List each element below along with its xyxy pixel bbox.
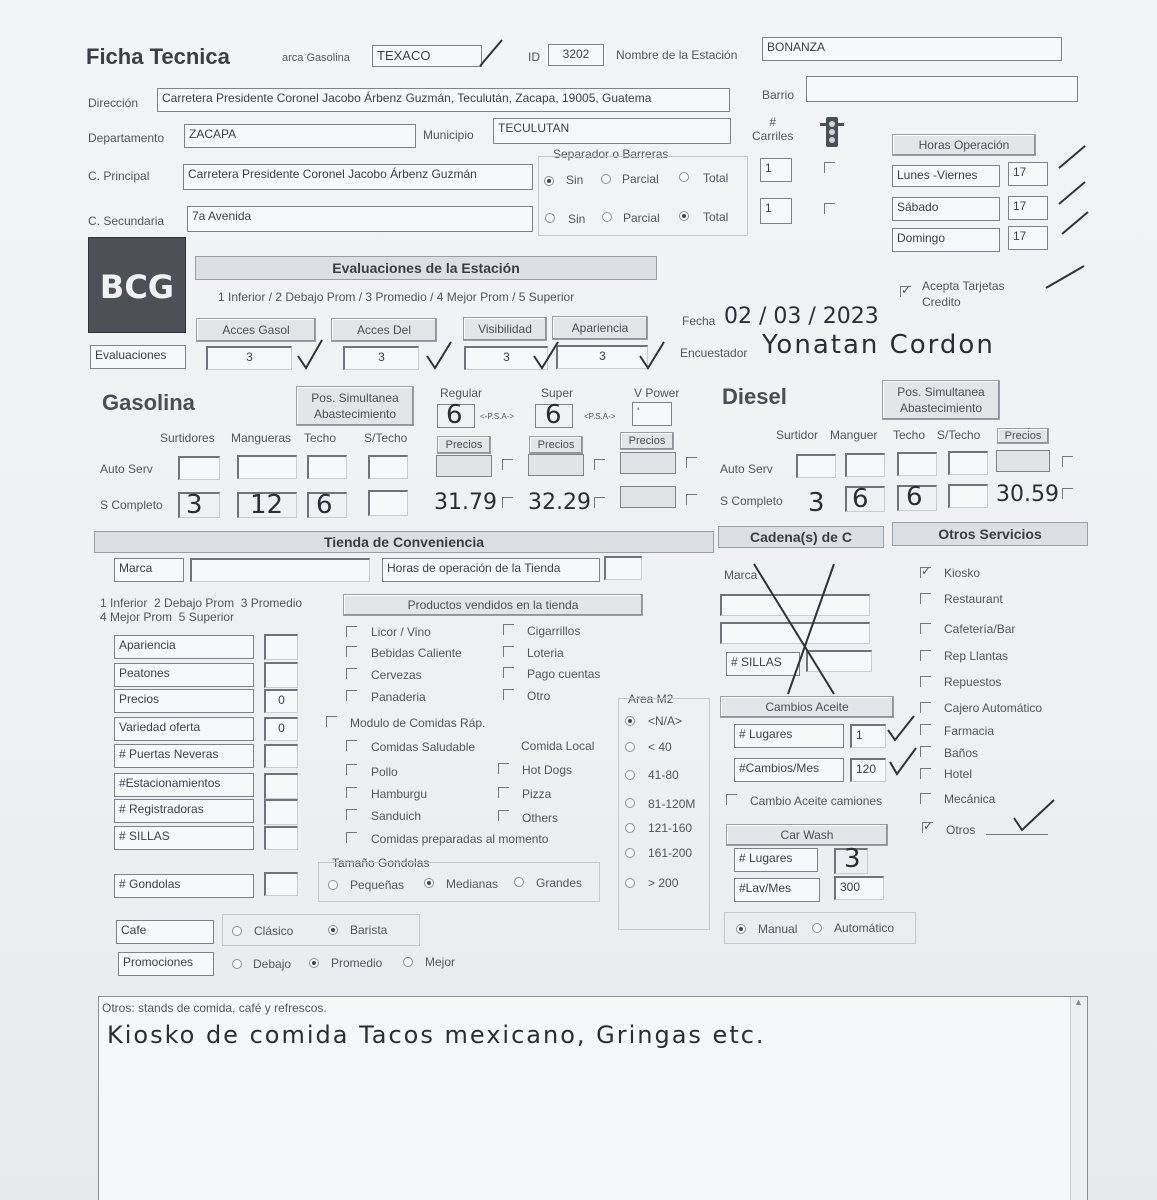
registradoras-field[interactable]	[264, 799, 298, 825]
secundaria-total-label: Total	[703, 210, 729, 224]
pago-cuentas-label: Pago cuentas	[527, 667, 601, 681]
precios-field[interactable]: 0	[264, 689, 298, 713]
regular-label: Regular	[440, 386, 483, 400]
sabado-field[interactable]: 17	[1008, 196, 1048, 220]
nombre-field[interactable]: BONANZA	[762, 37, 1062, 61]
c-principal-field[interactable]: Carretera Presidente Coronel Jacobo Árbenz Guzmán	[183, 164, 533, 190]
otros-servicios-header: Otros Servicios	[892, 522, 1088, 546]
comida-local-label: Comida Local	[521, 739, 595, 753]
sillas-label: # SILLAS	[114, 826, 254, 850]
cervezas-checkbox[interactable]	[346, 668, 357, 679]
loteria-checkbox[interactable]	[503, 646, 514, 657]
aceite-lugares-label: # Lugares	[734, 724, 844, 748]
repuestos-checkbox[interactable]	[920, 676, 931, 687]
principal-sin-label: Sin	[566, 173, 584, 187]
eval-acces-gasol-field[interactable]: 3	[206, 346, 292, 370]
departamento-label: Departamento	[88, 131, 165, 145]
notes-handwritten: Kiosko de comida Tacos mexicano, Gringas etc.	[107, 1021, 766, 1049]
lav-mes-field[interactable]: 300	[834, 876, 884, 900]
cadena-header: Cadena(s) de C	[718, 526, 884, 548]
others-label: Others	[522, 811, 559, 825]
encuestador-value[interactable]: Yonatan Cordon	[762, 330, 995, 360]
gas-completo-mangueras-value: 12	[250, 490, 284, 520]
area-40-radio[interactable]	[625, 742, 635, 752]
notes-scrollbar[interactable]	[1070, 997, 1087, 1200]
principal-total-label: Total	[703, 171, 729, 185]
gas-auto-precio-regular-field[interactable]	[436, 455, 492, 477]
area-200-label: 161-200	[648, 846, 693, 860]
mecanica-checkbox[interactable]	[920, 793, 931, 804]
id-field[interactable]: 3202	[548, 44, 604, 66]
apariencia-field[interactable]	[264, 634, 298, 660]
domingo-field[interactable]: 17	[1008, 226, 1048, 250]
gas-auto-s-techo-field[interactable]	[368, 455, 408, 479]
car-wash-button[interactable]: Car Wash	[726, 824, 888, 846]
cajero-label: Cajero Automático	[944, 701, 1043, 715]
pen-stroke-mark	[476, 36, 506, 70]
cigarrillos-label: Cigarrillos	[527, 624, 581, 638]
secundaria-total-radio[interactable]	[679, 211, 689, 221]
carriles-principal-field[interactable]: 1	[760, 158, 792, 182]
otro-label: Otro	[527, 689, 551, 703]
surtidores-col: Surtidores	[160, 431, 215, 445]
carwash-lugares-label: # Lugares	[734, 848, 818, 872]
debajo-label: Debajo	[253, 957, 292, 971]
tamano-gondolas-label: Tamaño Gondolas	[332, 856, 430, 870]
bebidas-label: Bebidas Caliente	[371, 646, 462, 660]
c-secundaria-label: C. Secundaria	[88, 214, 165, 228]
page-title: Ficha Tecnica	[86, 44, 230, 69]
gondolas-field[interactable]	[264, 872, 298, 896]
rep-llantas-label: Rep Llantas	[944, 649, 1009, 663]
gondolas-label: # Gondolas	[114, 874, 254, 898]
promedio-radio[interactable]	[309, 958, 319, 968]
sanduich-checkbox[interactable]	[346, 809, 357, 820]
diesel-completo-surtidor-value[interactable]: 3	[808, 488, 825, 518]
clasico-radio[interactable]	[232, 926, 242, 936]
gas-completo-vpower-checkbox[interactable]	[686, 494, 697, 505]
precios-label: Precios	[114, 689, 254, 713]
super-label: Super	[541, 386, 574, 400]
others-checkbox[interactable]	[498, 810, 509, 821]
tienda-marca-label: Marca	[114, 558, 184, 582]
panaderia-checkbox[interactable]	[346, 690, 357, 701]
lunes-label: Lunes -Viernes	[892, 165, 1000, 187]
regular-pos-value: 6	[446, 400, 463, 430]
bcg-logo-text: BCG	[99, 268, 175, 306]
domingo-label: Domingo	[892, 228, 1000, 252]
visibilidad-button[interactable]: Visibilidad	[463, 317, 547, 341]
area-40-label: < 40	[648, 740, 672, 754]
principal-total-radio[interactable]	[679, 172, 689, 182]
check-mark-icon	[888, 746, 918, 778]
variedad-oferta-label: Variedad oferta	[114, 717, 254, 741]
promociones-label: Promociones	[118, 952, 214, 976]
check-mark-icon	[1058, 206, 1094, 240]
super-pos-value: 6	[545, 400, 562, 430]
sillas-field[interactable]	[264, 826, 298, 850]
gas-auto-super-checkbox[interactable]	[594, 459, 605, 470]
barista-label: Barista	[350, 923, 388, 937]
rep-llantas-checkbox[interactable]	[920, 650, 931, 661]
area-na-radio[interactable]	[625, 716, 635, 726]
marca-field[interactable]: TEXACO	[372, 45, 482, 67]
acces-gasol-button[interactable]: Acces Gasol	[196, 318, 316, 342]
secundaria-parcial-label: Parcial	[623, 211, 660, 225]
grandes-radio[interactable]	[514, 877, 524, 887]
diesel-auto-techo-field[interactable]	[897, 452, 937, 476]
otros-label: Otros	[946, 823, 976, 837]
check-mark-icon	[296, 338, 324, 372]
area-gt200-radio[interactable]	[625, 878, 635, 888]
gas-completo-s-techo-field[interactable]	[368, 490, 408, 516]
evaluaciones-row-label: Evaluaciones	[90, 345, 186, 369]
gas-auto-serv-label: Auto Serv	[100, 462, 153, 476]
automatico-radio[interactable]	[812, 923, 822, 933]
semaforo-principal-checkbox[interactable]	[824, 162, 835, 173]
psa-label: <P.S.A->	[584, 412, 616, 421]
precios-vpower-button[interactable]: Precios	[620, 432, 674, 450]
diesel-completo-checkbox[interactable]	[1062, 488, 1073, 499]
apariencia-button[interactable]: Apariencia	[552, 316, 648, 340]
peatones-label: Peatones	[114, 663, 254, 687]
gas-precio-regular-value[interactable]: 31.79	[434, 490, 497, 515]
cambios-aceite-button[interactable]: Cambios Aceite	[720, 696, 894, 718]
area-120-label: 81-120M	[648, 797, 696, 811]
hot-dogs-label: Hot Dogs	[522, 763, 573, 777]
aceite-lugares-field[interactable]: 1	[850, 724, 886, 748]
area-120-radio[interactable]	[625, 798, 635, 808]
pollo-checkbox[interactable]	[346, 764, 357, 775]
acepta-tarjetas-checkbox[interactable]	[900, 286, 911, 297]
tienda-header: Tienda de Conveniencia	[94, 531, 714, 553]
horas-operacion-button[interactable]: Horas Operación	[892, 134, 1036, 156]
banos-checkbox[interactable]	[920, 746, 931, 757]
cafe-group	[222, 914, 420, 946]
cambios-mes-label: #Cambios/Mes	[734, 758, 844, 782]
marca-label: arca Gasolina	[282, 52, 350, 64]
gas-auto-precio-super-field[interactable]	[528, 454, 584, 476]
scroll-up-icon[interactable]: ▲	[1074, 997, 1083, 1007]
diesel-auto-manguer-field[interactable]	[845, 453, 885, 477]
diesel-pos-simultanea-button[interactable]: Pos. Simultanea Abastecimiento	[882, 380, 1000, 420]
productos-vendidos-button[interactable]: Productos vendidos en la tienda	[343, 594, 643, 616]
tienda-horas-label: Horas de operación de la Tienda	[382, 558, 600, 582]
diesel-surtidor-col: Surtidor	[776, 428, 819, 442]
promedio-label: Promedio	[331, 956, 383, 970]
eval-apariencia-field[interactable]: 3	[556, 345, 648, 369]
precios-super-button[interactable]: Precios	[529, 436, 583, 454]
cajero-checkbox[interactable]	[920, 702, 931, 713]
licor-checkbox[interactable]	[346, 626, 357, 637]
cigarrillos-checkbox[interactable]	[503, 624, 514, 635]
check-mark-icon	[1040, 262, 1088, 294]
diesel-auto-checkbox[interactable]	[1062, 456, 1073, 467]
lav-mes-label: #Lav/Mes	[734, 878, 820, 902]
registradoras-label: # Registradoras	[114, 799, 254, 823]
cafe-label: Cafe	[116, 920, 214, 944]
gas-auto-vpower-checkbox[interactable]	[686, 457, 697, 468]
diesel-title: Diesel	[722, 384, 787, 409]
pizza-label: Pizza	[522, 787, 552, 801]
cross-out-mark	[748, 560, 838, 700]
aceite-camiones-checkbox[interactable]	[726, 794, 737, 805]
tienda-marca-field[interactable]	[190, 558, 370, 582]
carriles-label: # Carriles	[752, 115, 794, 143]
area-200-radio[interactable]	[625, 848, 635, 858]
principal-parcial-radio[interactable]	[601, 174, 611, 184]
repuestos-label: Repuestos	[944, 675, 1002, 689]
area-80-label: 41-80	[648, 768, 679, 782]
mangueras-col: Mangueras	[231, 431, 292, 445]
acepta-tarjetas-label: Acepta Tarjetas Credito	[922, 279, 1005, 309]
diesel-completo-manguer-value: 6	[852, 484, 869, 514]
comidas-saludable-checkbox[interactable]	[346, 740, 357, 751]
secundaria-sin-label: Sin	[568, 212, 586, 226]
pizza-checkbox[interactable]	[498, 787, 509, 798]
gas-auto-regular-checkbox[interactable]	[502, 459, 513, 470]
pollo-label: Pollo	[371, 765, 398, 779]
s-techo-col: S/Techo	[364, 431, 408, 445]
cafeteria-checkbox[interactable]	[920, 623, 931, 634]
diesel-auto-surtidor-field[interactable]	[796, 454, 836, 478]
psa-label: <-P.S.A->	[480, 412, 515, 421]
encuestador-label: Encuestador	[680, 346, 748, 360]
hotel-label: Hotel	[944, 767, 973, 781]
fecha-value[interactable]: 02 / 03 / 2023	[724, 304, 879, 329]
bebidas-checkbox[interactable]	[346, 646, 357, 657]
vpower-label: V Power	[634, 386, 680, 400]
barista-radio[interactable]	[328, 925, 338, 935]
tienda-scale: 1 Inferior 2 Debajo Prom 3 Promedio 4 Mejor Prom 5 Superior	[100, 596, 303, 624]
diesel-s-techo-col: S/Techo	[937, 428, 981, 442]
departamento-field[interactable]: ZACAPA	[184, 124, 416, 148]
secundaria-sin-radio[interactable]	[545, 213, 555, 223]
hamburgu-label: Hamburgu	[371, 787, 428, 801]
carwash-lugares-value: 3	[844, 844, 861, 874]
sanduich-label: Sanduich	[371, 809, 422, 823]
gas-s-completo-label: S Completo	[100, 498, 163, 512]
c-secundaria-field[interactable]: 7a Avenida	[187, 206, 533, 232]
gas-auto-mangueras-field[interactable]	[237, 455, 297, 479]
tienda-horas-field[interactable]	[604, 556, 642, 580]
c-principal-label: C. Principal	[88, 169, 150, 183]
notes-area[interactable]	[98, 996, 1088, 1200]
carriles-secundaria-field[interactable]: 1	[760, 198, 792, 224]
gasolina-pos-simultanea-button[interactable]: Pos. Simultanea Abastecimiento	[296, 386, 414, 426]
evaluaciones-header: Evaluaciones de la Estación	[195, 256, 657, 280]
comidas-preparadas-label: Comidas preparadas al momento	[371, 832, 549, 846]
acces-del-button[interactable]: Acces Del	[331, 318, 437, 342]
id-label: ID	[528, 50, 540, 64]
semaforo-secundaria-checkbox[interactable]	[824, 203, 835, 214]
diesel-precio-value[interactable]: 30.59	[996, 482, 1059, 507]
otros-underline	[986, 834, 1048, 835]
estacionamientos-label: #Estacionamientos	[114, 773, 254, 797]
otro-checkbox[interactable]	[503, 689, 514, 700]
eval-acces-del-field[interactable]: 3	[343, 346, 419, 370]
diesel-auto-serv-label: Auto Serv	[720, 462, 773, 476]
apariencia-label: Apariencia	[114, 635, 254, 659]
traffic-light-icon	[818, 115, 846, 149]
gas-completo-super-checkbox[interactable]	[594, 497, 605, 508]
gas-completo-regular-checkbox[interactable]	[502, 497, 513, 508]
separador-label: Separador o Barreras	[553, 147, 669, 161]
gas-precio-super-value[interactable]: 32.29	[528, 490, 591, 515]
gasolina-title: Gasolina	[102, 390, 195, 415]
pago-cuentas-checkbox[interactable]	[503, 667, 514, 678]
cadena-marca-label: Marca	[724, 568, 758, 582]
farmacia-label: Farmacia	[944, 724, 995, 738]
automatico-label: Automático	[834, 921, 895, 935]
kiosko-checkbox[interactable]	[920, 567, 931, 578]
check-mark-icon	[425, 340, 453, 372]
techo-col: Techo	[304, 431, 337, 445]
modulo-comidas-label: Modulo de Comidas Ráp.	[350, 716, 486, 730]
check-mark-icon	[638, 340, 666, 372]
principal-parcial-label: Parcial	[622, 172, 659, 186]
municipio-label: Municipio	[423, 128, 474, 142]
diesel-s-completo-label: S Completo	[720, 494, 783, 508]
diesel-completo-s-techo-field[interactable]	[948, 484, 988, 508]
evaluaciones-scale: 1 Inferior / 2 Debajo Prom / 3 Promedio / 4 Mejor Prom / 5 Superior	[218, 290, 575, 304]
diesel-manguer-col: Manguer	[830, 428, 878, 442]
area-m2-label: Area M2	[628, 692, 674, 706]
check-mark-icon	[1010, 796, 1056, 834]
estacionamientos-field[interactable]	[264, 773, 298, 799]
diesel-auto-s-techo-field[interactable]	[948, 451, 988, 475]
lunes-field[interactable]: 17	[1008, 162, 1048, 186]
area-160-radio[interactable]	[625, 823, 635, 833]
comidas-saludable-label: Comidas Saludable	[371, 740, 476, 754]
gas-auto-precio-vpower-field[interactable]	[620, 452, 676, 474]
mejor-radio[interactable]	[403, 957, 413, 967]
mecanica-label: Mecánica	[944, 792, 996, 806]
grandes-label: Grandes	[536, 876, 583, 890]
bcg-logo	[88, 237, 186, 333]
mejor-label: Mejor	[425, 955, 456, 969]
gas-completo-techo-value: 6	[316, 490, 333, 520]
area-160-label: 121-160	[648, 821, 693, 835]
eval-visibilidad-field[interactable]: 3	[464, 346, 548, 370]
clasico-label: Clásico	[254, 924, 294, 938]
precios-regular-button[interactable]: Precios	[437, 436, 491, 454]
municipio-field[interactable]: TECULUTAN	[493, 118, 731, 144]
diesel-auto-precio-field[interactable]	[996, 450, 1050, 472]
gas-auto-surtidores-field[interactable]	[178, 456, 220, 480]
cafeteria-label: Cafetería/Bar	[944, 622, 1016, 636]
direccion-label: Dirección	[88, 96, 139, 110]
peatones-field[interactable]	[264, 662, 298, 688]
aceite-camiones-label: Cambio Aceite camiones	[750, 794, 883, 808]
cadena-sillas-label: # SILLAS	[726, 652, 800, 676]
fecha-label: Fecha	[682, 314, 716, 328]
check-mark-icon	[532, 340, 560, 372]
debajo-radio[interactable]	[232, 959, 242, 969]
puertas-neveras-field[interactable]	[264, 744, 298, 768]
medianas-label: Medianas	[446, 877, 499, 891]
diesel-completo-techo-value: 6	[906, 482, 923, 512]
hot-dogs-checkbox[interactable]	[498, 763, 509, 774]
barrio-field[interactable]	[806, 76, 1078, 102]
area-gt200-label: > 200	[648, 876, 679, 890]
area-na-label: <N/A>	[648, 714, 683, 728]
hamburgu-checkbox[interactable]	[346, 787, 357, 798]
gas-auto-techo-field[interactable]	[307, 455, 347, 479]
kiosko-label: Kiosko	[944, 566, 981, 580]
secundaria-parcial-radio[interactable]	[602, 212, 612, 222]
area-group	[618, 698, 710, 930]
cervezas-label: Cervezas	[371, 668, 422, 682]
diesel-precios-button[interactable]: Precios	[997, 428, 1049, 444]
principal-sin-radio[interactable]	[544, 176, 554, 186]
puertas-neveras-label: # Puertas Neveras	[114, 744, 254, 768]
pequenas-radio[interactable]	[328, 880, 338, 890]
vpower-pos-field[interactable]: '	[632, 402, 672, 426]
modulo-comidas-checkbox[interactable]	[326, 716, 337, 727]
banos-label: Baños	[944, 746, 979, 760]
gas-completo-surtidores-value: 3	[186, 490, 203, 520]
nombre-label: Nombre de la Estación	[616, 48, 738, 62]
manual-radio[interactable]	[736, 924, 746, 934]
gas-completo-precio-vpower-field[interactable]	[620, 486, 676, 508]
loteria-label: Loteria	[527, 646, 564, 660]
notes-label: Otros: stands de comida, café y refrescos.	[102, 1001, 327, 1015]
check-mark-icon	[886, 714, 916, 744]
variedad-oferta-field[interactable]: 0	[264, 717, 298, 741]
area-80-radio[interactable]	[625, 770, 635, 780]
direccion-field[interactable]: Carretera Presidente Coronel Jacobo Árbenz Guzmán, Teculután, Zacapa, 19005, Guatema	[157, 88, 730, 112]
check-mark-icon	[1055, 176, 1091, 210]
check-mark-icon	[1055, 140, 1091, 174]
otros-checkbox[interactable]	[922, 822, 933, 833]
farmacia-checkbox[interactable]	[920, 724, 931, 735]
restaurant-checkbox[interactable]	[920, 593, 931, 604]
hotel-checkbox[interactable]	[920, 768, 931, 779]
medianas-radio[interactable]	[424, 878, 434, 888]
manual-label: Manual	[758, 922, 798, 936]
sabado-label: Sábado	[892, 197, 1000, 221]
comidas-preparadas-checkbox[interactable]	[346, 832, 357, 843]
panaderia-label: Panaderia	[371, 690, 426, 704]
cambios-mes-field[interactable]: 120	[850, 758, 886, 782]
barrio-label: Barrio	[762, 88, 795, 102]
licor-label: Licor / Vino	[371, 625, 431, 639]
pequenas-label: Pequeñas	[350, 878, 405, 892]
restaurant-label: Restaurant	[944, 592, 1003, 606]
diesel-techo-col: Techo	[893, 428, 926, 442]
